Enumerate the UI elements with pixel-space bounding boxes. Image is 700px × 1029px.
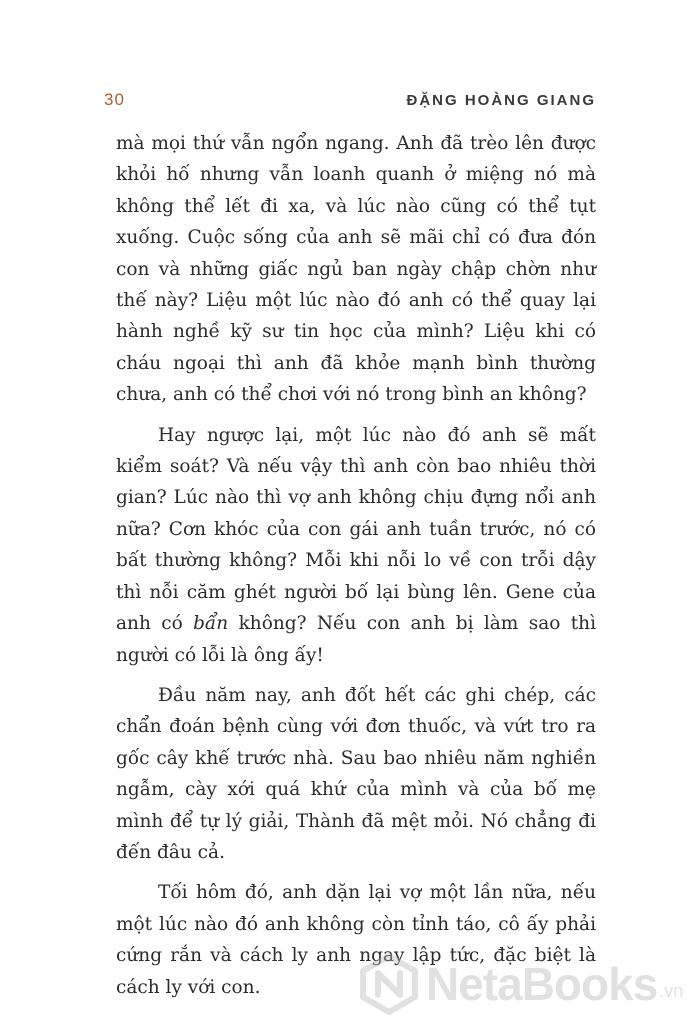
paragraph-2-text-after: không? Nếu con anh bị làm sao thì người có lỗi là ông ấy! [116,613,596,666]
netabooks-watermark [358,948,700,1020]
page-number: 30 [104,90,125,109]
page-header [104,88,596,112]
body-text [116,128,596,1012]
paragraph-2 [116,420,596,671]
watermark-suffix: .vn [659,981,684,1001]
paragraph-3: Đầu năm nay, anh đốt hết các ghi chép, các chẩn đoán bệnh cùng với đơn thuốc, và vứt tro ra gốc cây khế trước nhà. Sau bao nhiêu năm nghiền ngẫm, cày xới quá khứ của mình và của bố mẹ mình để tự lý giải, Thành đã mệt mỏi. Nó chẳng đi đến đâu cả. [116,684,596,863]
netabooks-n-logo-icon [358,953,420,1015]
paragraph-2-text-before: Hay ngược lại, một lúc nào đó anh sẽ mất kiểm soát? Và nếu vậy thì anh còn bao nhiêu thời gian? Lúc nào thì vợ anh không chịu đựng nổi anh nữa? Cơn khóc của con gái anh tuần trước, nó có bất thường không? Mỗi khi nỗi lo về con trỗi dậy thì nỗi căm ghét người bố lại bùng lên. Gene của anh có [116,424,596,635]
paragraph-4: Tối hôm đó, anh dặn lại vợ một lần nữa, nếu một lúc nào đó anh không còn tỉnh táo, cô ấy phải cứng rắn và cách ly anh ngay lập tức, đặc biệt là cách ly với con. [116,882,596,998]
running-head-author: ĐẶNG HOÀNG GIANG [406,91,596,109]
watermark-brand: NetaBooks [426,958,658,1010]
paragraph-continued: mà mọi thứ vẫn ngổn ngang. Anh đã trèo lên được khỏi hố nhưng vẫn loanh quanh ở miệng nó mà không thể lết đi xa, và lúc nào cũng có thể tụt xuống. Cuộc sống của anh sẽ mãi chỉ có đưa đón con và những giấc ngủ ban ngày chập chờn như thế này? Liệu một lúc nào đó anh có thể quay lại hành nghề kỹ sư tin học của mình? Liệu khi có cháu ngoại thì anh đã khỏe mạnh bình thường chưa, anh có thể chơi với nó trong bình an không? [116,133,596,406]
paragraph-2-emphasis: bẩn [193,613,229,635]
